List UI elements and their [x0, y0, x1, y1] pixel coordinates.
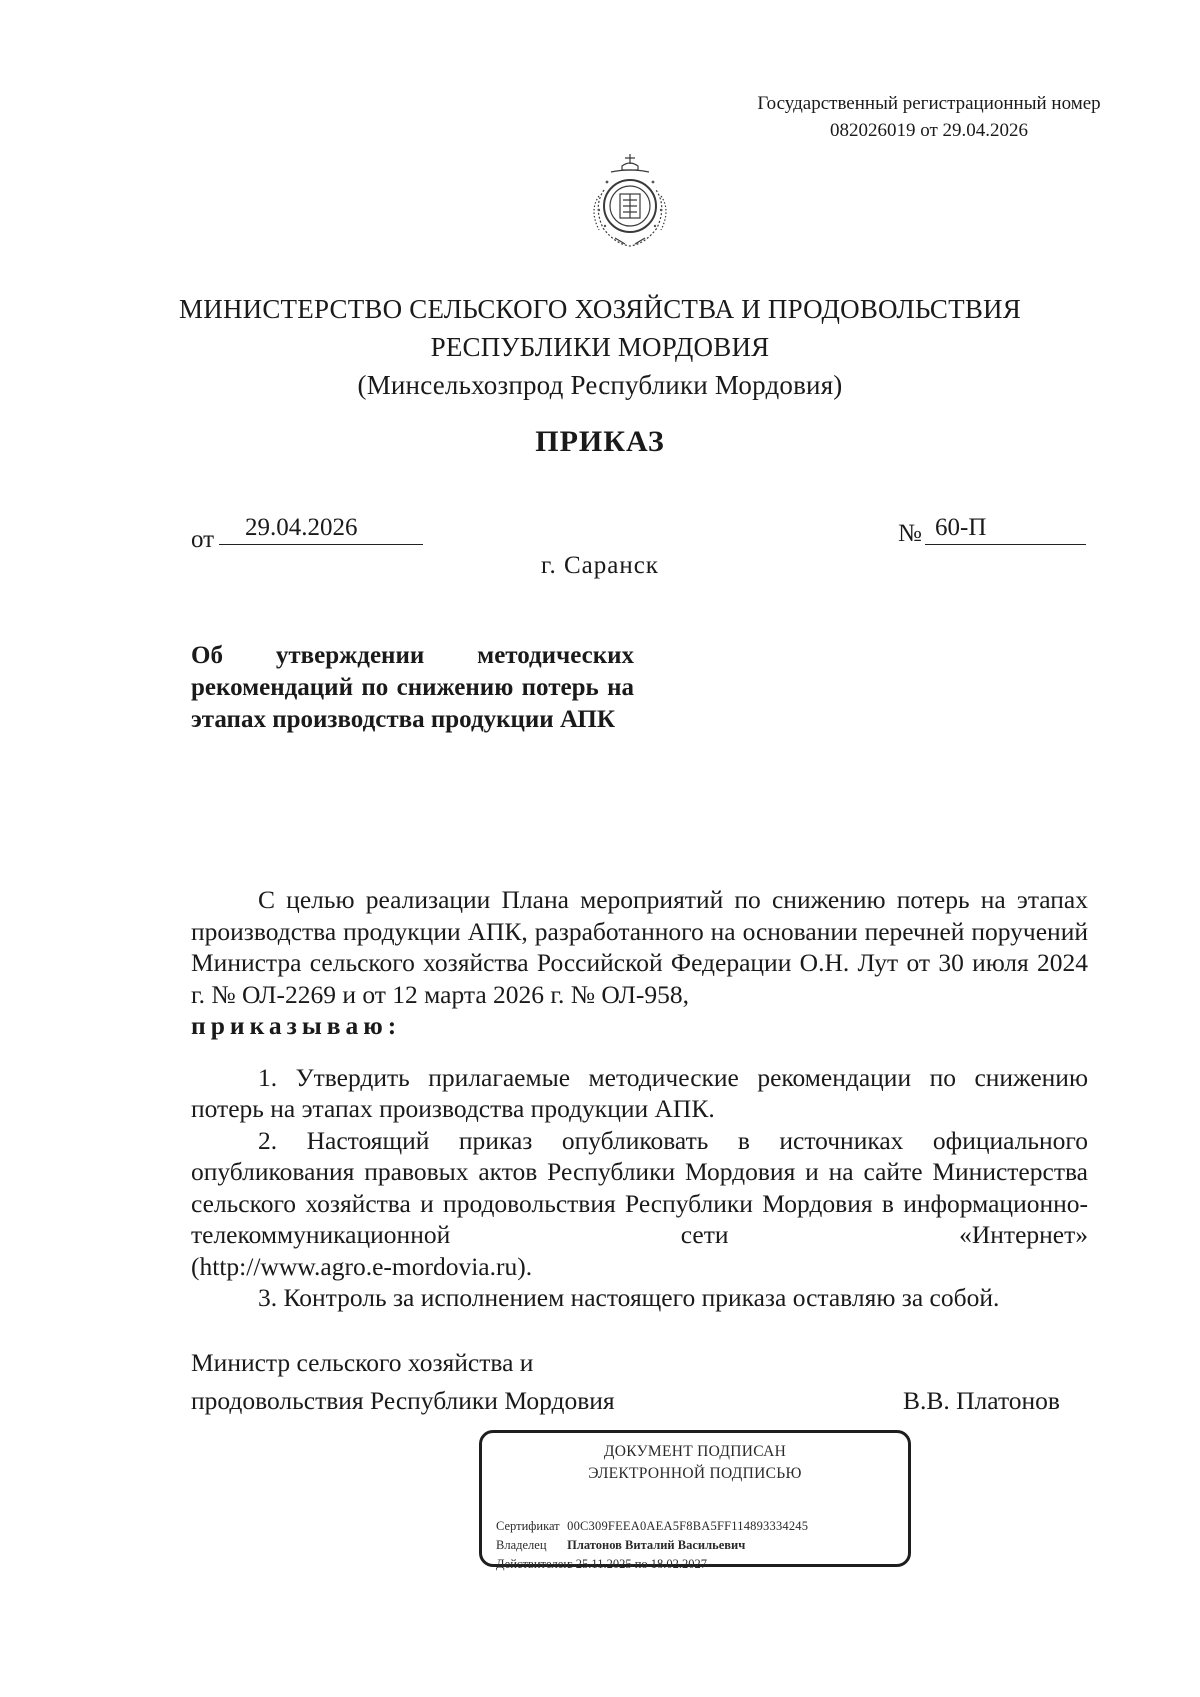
stamp-validity-row — [496, 1557, 707, 1572]
emblem-icon — [585, 150, 675, 250]
document-body — [191, 884, 1088, 1314]
stamp-owner-row — [496, 1538, 745, 1553]
preamble-paragraph: С целью реализации Плана мероприятий по снижению потерь на этапах производства продукции АПК, разработанного на основании перечней поручений Министра сельского хозяйства Российской Федерации О.Н. Лут от 30 июля 2024 г. № ОЛ-2269 и от 12 марта 2026 г. № ОЛ-958, — [191, 885, 1088, 1009]
order-item-3: 3. Контроль за исполнением настоящего приказа оставляю за собой. — [258, 1283, 1000, 1312]
stamp-owner-value: Платонов Виталий Васильевич — [567, 1538, 746, 1552]
registration-label: Государственный регистрационный номер — [757, 93, 1101, 114]
order-item-1: 1. Утвердить прилагаемые методические рекомендации по снижению потерь на этапах производства продукции АПК. — [191, 1062, 1088, 1123]
date-label: от — [191, 526, 215, 553]
document-subject: Об утверждении методических рекомендаций по снижению потерь на этапах производства продукции АПК — [191, 642, 634, 733]
number-label: № — [898, 520, 922, 547]
document-date: 29.04.2026 — [219, 512, 423, 545]
ministry-name-line1: МИНИСТЕРСТВО СЕЛЬСКОГО ХОЗЯЙСТВА И ПРОДОВОЛЬСТВИЯ — [179, 294, 1021, 324]
ministry-short-name: (Минсельхозпрод Республики Мордовия) — [357, 370, 843, 400]
signer-position — [191, 1344, 811, 1420]
stamp-owner-label: Владелец — [496, 1538, 547, 1552]
ministry-name-line2: РЕСПУБЛИКИ МОРДОВИЯ — [430, 332, 770, 362]
document-type-heading: ПРИКАЗ — [535, 425, 665, 458]
document-number: 60-П — [925, 512, 1086, 545]
stamp-title-line1: ДОКУМЕНТ ПОДПИСАН — [603, 1443, 787, 1460]
stamp-validity-label: Действителен — [496, 1557, 571, 1571]
registration-number — [700, 90, 1158, 144]
signer-position-line2: продовольствия Республики Мордовия — [191, 1386, 615, 1415]
document-city: г. Саранск — [541, 552, 659, 579]
stamp-certificate-value: 00C309FEEA0AEA5F8BA5FF114893334245 — [567, 1519, 809, 1533]
order-item-2: 2. Настоящий приказ опубликовать в источниках официального опубликования правовых актов Республики Мордовия и на сайте Министерства сельского хозяйства и продовольствия Республики Мордовия в информационно-телекоммуникационной сети «Интернет» — [191, 1125, 1088, 1249]
order-word — [191, 1010, 1088, 1042]
order-word-text: приказываю: — [191, 1011, 402, 1040]
stamp-title — [482, 1441, 908, 1485]
ministry-title — [150, 290, 1050, 404]
coat-of-arms-emblem — [585, 150, 675, 250]
stamp-validity-value: с 25.11.2025 по 18.02.2027 — [567, 1557, 708, 1571]
signer-position-line1: Министр сельского хозяйства и — [191, 1348, 534, 1377]
stamp-certificate-label: Сертификат — [496, 1519, 560, 1533]
stamp-title-line2: ЭЛЕКТРОННОЙ ПОДПИСЬЮ — [588, 1465, 802, 1482]
electronic-signature-stamp — [479, 1430, 911, 1571]
order-item-2-url: (http://www.agro.e-mordovia.ru). — [191, 1251, 533, 1281]
registration-value: 082026019 от 29.04.2026 — [829, 120, 1029, 141]
signer-name: В.В. Платонов — [903, 1386, 1060, 1415]
stamp-certificate-row — [496, 1519, 808, 1534]
